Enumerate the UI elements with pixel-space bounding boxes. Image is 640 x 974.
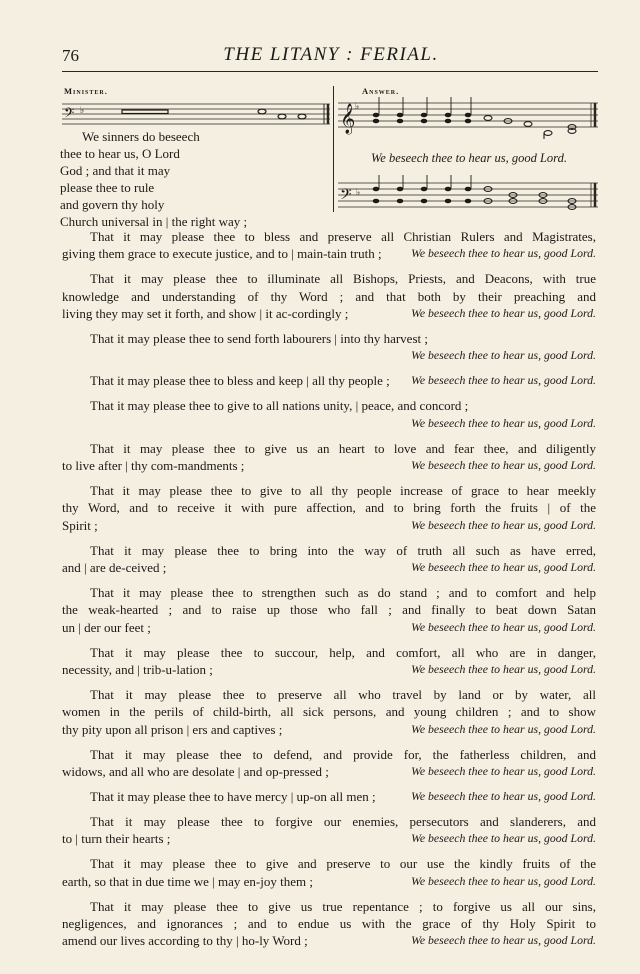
response-text: We beseech thee to hear us, good Lord. bbox=[411, 831, 596, 846]
petition-line: That it may please thee to bring into the way of truth all such as have erred, bbox=[90, 542, 596, 558]
petition-line-text: That it may please thee to give to all nations unity, | peace, and concord ; bbox=[90, 398, 469, 414]
petition-line: knowledge and understanding of thy Word ; and that both by their preaching and bbox=[62, 288, 596, 304]
petition-line bbox=[62, 830, 596, 847]
response-text: We beseech thee to hear us, good Lord. bbox=[411, 348, 596, 363]
header-rule bbox=[62, 71, 598, 72]
svg-text:𝄞: 𝄞 bbox=[340, 104, 356, 134]
petition-line: negligences, and ignorances ; and to endue us with the grace of thy Holy Spirit to bbox=[62, 915, 596, 931]
petition-line-text: necessity, and | trib-u-lation ; bbox=[62, 662, 213, 678]
petition-line: That it may please thee to defend, and provide for, the fatherless children, and bbox=[90, 746, 596, 762]
petition-line bbox=[62, 330, 596, 365]
petition bbox=[62, 644, 596, 679]
minister-line: and govern thy holy bbox=[60, 197, 165, 212]
petition bbox=[62, 542, 596, 577]
response-text: We beseech thee to hear us, good Lord. bbox=[411, 619, 596, 634]
response-text: We beseech thee to hear us, good Lord. bbox=[411, 788, 596, 803]
petition-line bbox=[62, 873, 596, 890]
petition-line: That it may please thee to strengthen such as do stand ; and to comfort and help bbox=[90, 584, 596, 600]
petition-line: That it may please thee to forgive our enemies, persecutors and slanderers, and bbox=[90, 813, 596, 829]
petition-line-text: to | turn their hearts ; bbox=[62, 831, 171, 847]
svg-text:𝄢: 𝄢 bbox=[340, 186, 352, 207]
page-title: THE LITANY : FERIAL. bbox=[223, 44, 439, 65]
petition-line bbox=[62, 457, 596, 474]
svg-text:♭: ♭ bbox=[356, 187, 361, 197]
response-text: We beseech thee to hear us, good Lord. bbox=[411, 764, 596, 779]
minister-staff bbox=[62, 101, 330, 127]
response-text: We beseech thee to hear us, good Lord. bbox=[411, 415, 596, 430]
minister-line: please thee to rule bbox=[60, 180, 155, 195]
petition bbox=[62, 228, 596, 263]
answer-treble-staff bbox=[338, 95, 598, 141]
petition-line bbox=[62, 788, 596, 805]
response-text: We beseech thee to hear us, good Lord. bbox=[411, 517, 596, 532]
petition bbox=[62, 686, 596, 738]
response-text: We beseech thee to hear us, good Lord. bbox=[411, 246, 596, 261]
petition-line bbox=[62, 619, 596, 636]
petition-line bbox=[62, 763, 596, 780]
petition-line-text: living they may set it forth, and show | it ac-cordingly ; bbox=[62, 306, 349, 322]
response-text: We beseech thee to hear us, good Lord. bbox=[411, 306, 596, 321]
petition-line bbox=[62, 245, 596, 262]
petition-line-text: un | der our feet ; bbox=[62, 619, 151, 635]
petition-line-text: Spirit ; bbox=[62, 517, 98, 533]
svg-text:𝄢: 𝄢 bbox=[64, 105, 75, 124]
petition bbox=[62, 482, 596, 534]
petition bbox=[62, 330, 596, 365]
petition-line-text: and | are de-ceived ; bbox=[62, 560, 167, 575]
page-header bbox=[62, 44, 600, 68]
petition-line: That it may please thee to give to all thy people increase of grace to hear meekly bbox=[90, 482, 596, 498]
petition-line bbox=[62, 397, 596, 432]
response-text: We beseech thee to hear us, good Lord. bbox=[411, 457, 596, 472]
petition bbox=[62, 440, 596, 475]
response-text: We beseech thee to hear us, good Lord. bbox=[411, 873, 596, 888]
minister-line: God ; and that it may bbox=[60, 163, 171, 178]
petition-line bbox=[62, 661, 596, 678]
petition bbox=[62, 746, 596, 781]
petition-line-text: That it may please thee to send forth labourers | into thy harvest ; bbox=[90, 331, 428, 347]
petition-line-text: That it may please thee to bless and keep | all thy people ; bbox=[90, 373, 390, 389]
petition-line: the weak-hearted ; and to raise up those who fall ; and finally to beat down Satan bbox=[62, 602, 596, 618]
petition bbox=[62, 813, 596, 848]
petition-line-text: That it may please thee to have mercy | up-on all men ; bbox=[90, 788, 376, 804]
petition bbox=[62, 788, 596, 805]
svg-text:♭: ♭ bbox=[355, 101, 360, 111]
petition-line: That it may please thee to preserve all who travel by land or by water, all bbox=[90, 686, 596, 702]
answer-text: We beseech thee to hear us, good Lord. bbox=[371, 151, 567, 165]
petition-line: That it may please thee to illuminate all Bishops, Priests, and Deacons, with true bbox=[90, 271, 596, 287]
petitions-list bbox=[62, 228, 596, 957]
minister-label: Minister. bbox=[64, 86, 108, 96]
minister-line: thee to hear us, O Lord bbox=[60, 146, 180, 161]
petition bbox=[62, 397, 596, 432]
response-text: We beseech thee to hear us, good Lord. bbox=[411, 560, 596, 574]
petition bbox=[62, 372, 596, 389]
petition-line bbox=[62, 559, 596, 576]
petition-line: women in the perils of child-birth, all sick persons, and young children ; and to show bbox=[62, 704, 596, 720]
petition bbox=[62, 855, 596, 890]
minister-line: We sinners do beseech bbox=[82, 129, 200, 144]
petition-line: That it may please thee to give us an heart to love and fear thee, and diligently bbox=[90, 440, 596, 456]
petition-line: That it may please thee to give us true repentance ; to forgive us all our sins, bbox=[90, 898, 596, 914]
petition-line bbox=[62, 721, 596, 738]
petition-line: That it may please thee to succour, help, and comfort, all who are in danger, bbox=[90, 644, 596, 660]
petition-line-text: amend our lives according to thy | ho-ly Word ; bbox=[62, 933, 308, 949]
petition-line bbox=[62, 517, 596, 534]
petition-line-text: giving them grace to execute justice, and to | main-tain truth ; bbox=[62, 246, 382, 262]
response-text: We beseech thee to hear us, good Lord. bbox=[411, 373, 596, 388]
petition-line: That it may please thee to bless and preserve all Christian Rulers and Magistrates, bbox=[90, 229, 596, 244]
minister-line: Church universal in | the right way ; bbox=[60, 214, 248, 229]
petition-line-text: widows, and all who are desolate | and op-pressed ; bbox=[62, 764, 329, 780]
petition-line-text: to live after | thy com-mandments ; bbox=[62, 457, 245, 473]
petition bbox=[62, 584, 596, 636]
petition bbox=[62, 898, 596, 950]
petition bbox=[62, 270, 596, 322]
svg-text:♭: ♭ bbox=[80, 105, 85, 115]
response-text: We beseech thee to hear us, good Lord. bbox=[411, 721, 596, 736]
minister-text bbox=[60, 128, 330, 230]
response-text: We beseech thee to hear us, good Lord. bbox=[411, 662, 596, 677]
page-number: 76 bbox=[62, 46, 79, 65]
petition-line-text: thy pity upon all prison | ers and captives ; bbox=[62, 721, 283, 737]
petition-line bbox=[62, 932, 596, 949]
petition-line bbox=[62, 372, 596, 389]
music-divider bbox=[333, 86, 334, 212]
petition-line-text: earth, so that in due time we | may en-joy them ; bbox=[62, 873, 313, 889]
petition-line: That it may please thee to give and preserve to our use the kindly fruits of the bbox=[90, 856, 596, 872]
answer-label: Answer. bbox=[362, 86, 400, 96]
answer-bass-staff bbox=[338, 175, 598, 215]
response-text: We beseech thee to hear us, good Lord. bbox=[411, 933, 596, 948]
petition-line: thy Word, and to receive it with pure affection, and to bring forth the fruits | of the bbox=[62, 500, 596, 516]
petition-line bbox=[62, 305, 596, 322]
